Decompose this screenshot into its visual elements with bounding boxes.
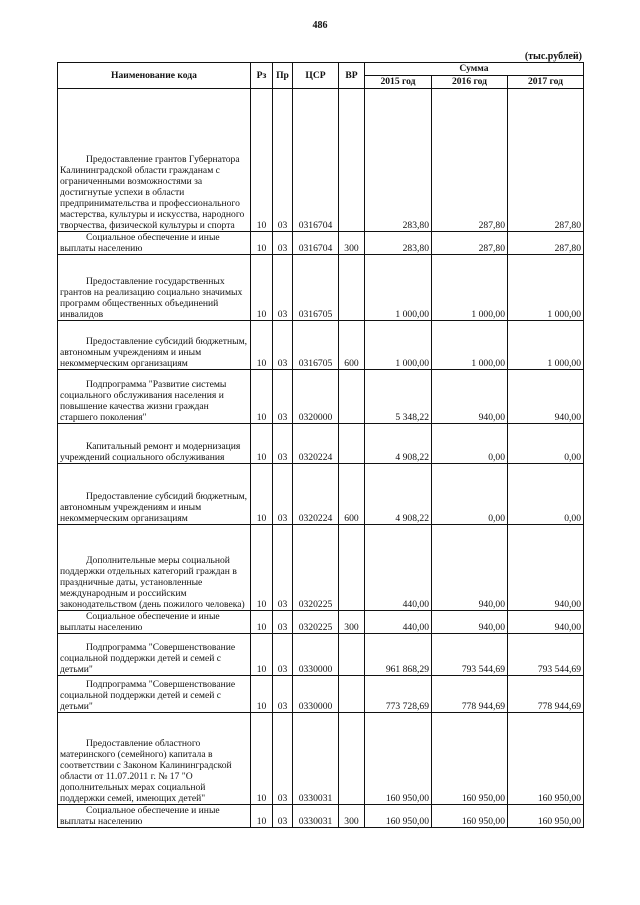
table-row [58, 321, 584, 370]
row-name-cell [58, 805, 251, 828]
header-vr: ВР [339, 63, 365, 89]
row-rz-cell: 10 [251, 255, 273, 321]
row-rz-cell: 10 [251, 525, 273, 611]
row-name-text: Социальное обеспечение и иные выплаты населению [60, 611, 220, 633]
row-2015-cell: 5 348,22 [365, 370, 432, 424]
budget-table [57, 62, 584, 828]
row-2017-cell: 0,00 [508, 424, 584, 464]
table-body [58, 89, 584, 828]
row-vr-cell: 300 [339, 611, 365, 634]
row-2015-cell: 773 728,69 [365, 676, 432, 713]
header-2017: 2017 год [508, 76, 584, 89]
row-name-cell [58, 255, 251, 321]
row-rz-cell: 10 [251, 713, 273, 805]
row-2017-cell: 940,00 [508, 370, 584, 424]
row-name-text: Социальное обеспечение и иные выплаты населению [60, 232, 220, 254]
row-name-text: Предоставление субсидий бюджетным, автономным учреждениям и иным некоммерческим организациям [60, 491, 248, 524]
row-2015-cell: 1 000,00 [365, 255, 432, 321]
row-vr-cell [339, 255, 365, 321]
row-2016-cell: 778 944,69 [432, 676, 508, 713]
row-name-cell [58, 676, 251, 713]
row-name-cell [58, 370, 251, 424]
row-pr-cell: 03 [273, 634, 293, 676]
table-row [58, 464, 584, 525]
row-vr-cell: 300 [339, 805, 365, 828]
row-2017-cell: 287,80 [508, 232, 584, 255]
row-rz-cell: 10 [251, 232, 273, 255]
row-name-text: Подпрограмма "Развитие системы социального обслуживания населения и повышение качества жизни граждан старшего поколения" [60, 379, 227, 423]
row-vr-cell: 600 [339, 464, 365, 525]
table-row [58, 370, 584, 424]
row-rz-cell: 10 [251, 424, 273, 464]
row-2015-cell: 160 950,00 [365, 805, 432, 828]
row-csr-cell: 0316705 [293, 321, 339, 370]
page-number: 486 [312, 20, 328, 31]
row-2015-cell: 440,00 [365, 611, 432, 634]
row-name-cell [58, 464, 251, 525]
row-2016-cell: 0,00 [432, 424, 508, 464]
row-name-cell [58, 89, 251, 232]
row-vr-cell [339, 525, 365, 611]
row-name-text: Предоставление государственных грантов на реализацию социально значимых программ общественных объединений инвалидов [60, 276, 243, 320]
row-2017-cell: 940,00 [508, 525, 584, 611]
row-2017-cell: 160 950,00 [508, 713, 584, 805]
row-name-cell [58, 424, 251, 464]
row-csr-cell: 0330000 [293, 634, 339, 676]
table-row [58, 713, 584, 805]
row-2017-cell: 160 950,00 [508, 805, 584, 828]
header-pr: Пр [273, 63, 293, 89]
row-2016-cell: 940,00 [432, 370, 508, 424]
row-name-text: Предоставление грантов Губернатора Калининградской области гражданам с ограниченными возможностями за достигнутые успехи в области предпринимательства и профессионального мастерства, культуры и искусства, народного творчества, физической культуры и спорта [60, 154, 245, 231]
row-vr-cell [339, 634, 365, 676]
row-rz-cell: 10 [251, 89, 273, 232]
row-2016-cell: 287,80 [432, 232, 508, 255]
row-csr-cell: 0316705 [293, 255, 339, 321]
row-rz-cell: 10 [251, 611, 273, 634]
row-csr-cell: 0316704 [293, 89, 339, 232]
row-2015-cell: 283,80 [365, 89, 432, 232]
header-name: Наименование кода [58, 63, 251, 89]
row-pr-cell: 03 [273, 805, 293, 828]
row-2017-cell: 1 000,00 [508, 255, 584, 321]
row-csr-cell: 0330000 [293, 676, 339, 713]
row-2016-cell: 940,00 [432, 611, 508, 634]
row-pr-cell: 03 [273, 321, 293, 370]
row-2016-cell: 1 000,00 [432, 255, 508, 321]
row-2016-cell: 1 000,00 [432, 321, 508, 370]
header-rz: Рз [251, 63, 273, 89]
row-2015-cell: 4 908,22 [365, 424, 432, 464]
header-csr: ЦСР [293, 63, 339, 89]
table-row [58, 232, 584, 255]
row-2017-cell: 1 000,00 [508, 321, 584, 370]
row-rz-cell: 10 [251, 676, 273, 713]
row-vr-cell: 600 [339, 321, 365, 370]
row-pr-cell: 03 [273, 525, 293, 611]
row-vr-cell [339, 424, 365, 464]
row-pr-cell: 03 [273, 255, 293, 321]
row-2016-cell: 793 544,69 [432, 634, 508, 676]
row-vr-cell [339, 89, 365, 232]
row-name-cell [58, 232, 251, 255]
row-name-cell [58, 713, 251, 805]
row-rz-cell: 10 [251, 634, 273, 676]
row-rz-cell: 10 [251, 805, 273, 828]
row-name-text: Социальное обеспечение и иные выплаты населению [60, 805, 220, 827]
row-name-text: Капитальный ремонт и модернизация учреждений социального обслуживания [60, 441, 241, 463]
row-pr-cell: 03 [273, 611, 293, 634]
row-vr-cell [339, 676, 365, 713]
table-row [58, 611, 584, 634]
row-rz-cell: 10 [251, 464, 273, 525]
row-name-cell [58, 611, 251, 634]
row-2016-cell: 160 950,00 [432, 805, 508, 828]
table-row [58, 634, 584, 676]
header-sum: Сумма [365, 63, 584, 76]
row-name-cell [58, 321, 251, 370]
row-2015-cell: 1 000,00 [365, 321, 432, 370]
row-pr-cell: 03 [273, 713, 293, 805]
table-row [58, 89, 584, 232]
row-csr-cell: 0320224 [293, 464, 339, 525]
row-pr-cell: 03 [273, 464, 293, 525]
row-vr-cell [339, 713, 365, 805]
row-rz-cell: 10 [251, 370, 273, 424]
row-2017-cell: 940,00 [508, 611, 584, 634]
row-pr-cell: 03 [273, 424, 293, 464]
row-2016-cell: 940,00 [432, 525, 508, 611]
table-row [58, 424, 584, 464]
row-name-text: Дополнительные меры социальной поддержки отдельных категорий граждан в праздничные даты, установленные международным и российским законодательством (день пожилого человека) [60, 555, 245, 610]
table-row [58, 255, 584, 321]
row-csr-cell: 0320225 [293, 611, 339, 634]
row-name-text: Подпрограмма "Совершенствование социальной поддержки детей и семей с детьми" [60, 642, 236, 675]
row-vr-cell [339, 370, 365, 424]
row-pr-cell: 03 [273, 232, 293, 255]
row-2016-cell: 160 950,00 [432, 713, 508, 805]
row-2015-cell: 283,80 [365, 232, 432, 255]
row-rz-cell: 10 [251, 321, 273, 370]
row-2016-cell: 287,80 [432, 89, 508, 232]
row-2015-cell: 160 950,00 [365, 713, 432, 805]
row-2016-cell: 0,00 [432, 464, 508, 525]
row-csr-cell: 0320225 [293, 525, 339, 611]
row-csr-cell: 0320000 [293, 370, 339, 424]
row-2015-cell: 961 868,29 [365, 634, 432, 676]
row-2015-cell: 4 908,22 [365, 464, 432, 525]
row-name-cell [58, 525, 251, 611]
row-pr-cell: 03 [273, 370, 293, 424]
row-pr-cell: 03 [273, 89, 293, 232]
row-name-cell [58, 634, 251, 676]
row-name-text: Подпрограмма "Совершенствование социальной поддержки детей и семей с детьми" [60, 679, 236, 712]
table-row [58, 805, 584, 828]
row-2017-cell: 793 544,69 [508, 634, 584, 676]
table-row [58, 676, 584, 713]
row-csr-cell: 0320224 [293, 424, 339, 464]
row-2017-cell: 287,80 [508, 89, 584, 232]
row-2017-cell: 778 944,69 [508, 676, 584, 713]
units-label: (тыс.рублей) [524, 51, 582, 62]
row-csr-cell: 0330031 [293, 713, 339, 805]
row-csr-cell: 0330031 [293, 805, 339, 828]
row-pr-cell: 03 [273, 676, 293, 713]
row-2017-cell: 0,00 [508, 464, 584, 525]
table-row [58, 525, 584, 611]
header-2015: 2015 год [365, 76, 432, 89]
row-csr-cell: 0316704 [293, 232, 339, 255]
row-name-text: Предоставление субсидий бюджетным, автономным учреждениям и иным некоммерческим организациям [60, 336, 248, 369]
row-2015-cell: 440,00 [365, 525, 432, 611]
row-name-text: Предоставление областного материнского (семейного) капитала в соответствии с Законом Калининградской области от 11.07.2011 г. № 17 "О дополнительных мерах социальной поддержки семей, имеющих детей" [60, 738, 232, 804]
header-2016: 2016 год [432, 76, 508, 89]
row-vr-cell: 300 [339, 232, 365, 255]
